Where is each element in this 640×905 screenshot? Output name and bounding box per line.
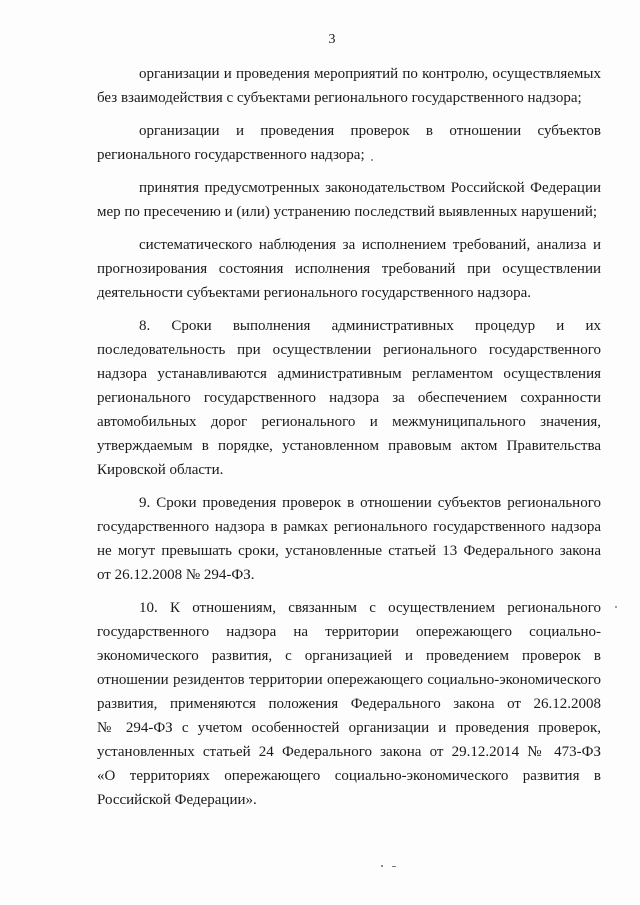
paragraph-line: 9. Сроки проведения проверок в отношении субъектов регионального <box>139 495 601 511</box>
paragraph-line: утверждаемым в порядке, установленном правовым актом Правительства <box>97 438 601 454</box>
paragraph-line: экономического развития, с организацией и проведением проверок в <box>97 648 601 664</box>
paragraph-line: организации и проведения проверок в отношении субъектов <box>139 123 601 139</box>
paragraph-line: надзора устанавливаются административным регламентом осуществления <box>97 366 601 382</box>
paragraph-line: развития, применяются положения Федерального закона от 26.12.2008 <box>97 696 601 712</box>
paragraph-line: 10. К отношениям, связанным с осуществлением регионального <box>139 600 601 616</box>
paragraph-line: автомобильных дорог регионального и межмуниципального значения, <box>97 414 601 430</box>
paragraph-line: не могут превышать сроки, установленные статьей 13 Федерального закона <box>97 543 601 559</box>
paragraph-line: мер по пресечению и (или) устранению последствий выявленных нарушений; <box>97 204 598 220</box>
paragraph-item-8 <box>97 314 601 482</box>
paragraph-line: «О территориях опережающего социально-экономического развития в <box>97 768 601 784</box>
paragraph-line: регионального государственного надзора за обеспечением сохранности <box>97 390 601 406</box>
document-body <box>97 62 601 821</box>
paragraph-line: 8. Сроки выполнения административных процедур и их <box>139 318 601 334</box>
paragraph-line: прогнозирования состояния исполнения требований при осуществлении <box>97 261 601 277</box>
paragraph-item-9 <box>97 491 601 587</box>
paragraph-inspections <box>97 119 601 167</box>
paragraph-line: государственного надзора на территории опережающего социально- <box>97 624 601 640</box>
paragraph-line: Кировской области. <box>97 462 224 478</box>
paragraph-line: Российской Федерации». <box>97 792 257 808</box>
paragraph-line: от 26.12.2008 № 294-ФЗ. <box>97 567 255 583</box>
page-number: 3 <box>328 32 336 47</box>
paragraph-line: регионального государственного надзора; <box>97 147 365 163</box>
paragraph-line: без взаимодействия с субъектами регионального государственного надзора; <box>97 90 582 106</box>
paragraph-line: последовательность при осуществлении регионального государственного <box>97 342 601 358</box>
paragraph-line: государственного надзора в рамках регионального государственного надзора <box>97 519 601 535</box>
paragraph-line: установленных статьей 24 Федерального закона от 29.12.2014 № 473-ФЗ <box>97 744 601 760</box>
paragraph-line: № 294-ФЗ с учетом особенностей организации и проведения проверок, <box>97 720 601 736</box>
paragraph-line: принятия предусмотренных законодательством Российской Федерации <box>139 180 601 196</box>
paragraph-measures <box>97 176 601 224</box>
paragraph-line: систематического наблюдения за исполнением требований, анализа и <box>139 237 601 253</box>
paragraph-control-measures <box>97 62 601 110</box>
paragraph-line: организации и проведения мероприятий по контролю, осуществляемых <box>139 66 601 82</box>
paragraph-item-10 <box>97 596 601 812</box>
paragraph-line: отношении резидентов территории опережающего социально-экономического <box>97 672 601 688</box>
paragraph-observation <box>97 233 601 305</box>
paragraph-line: деятельности субъектами регионального государственного надзора. <box>97 285 531 301</box>
